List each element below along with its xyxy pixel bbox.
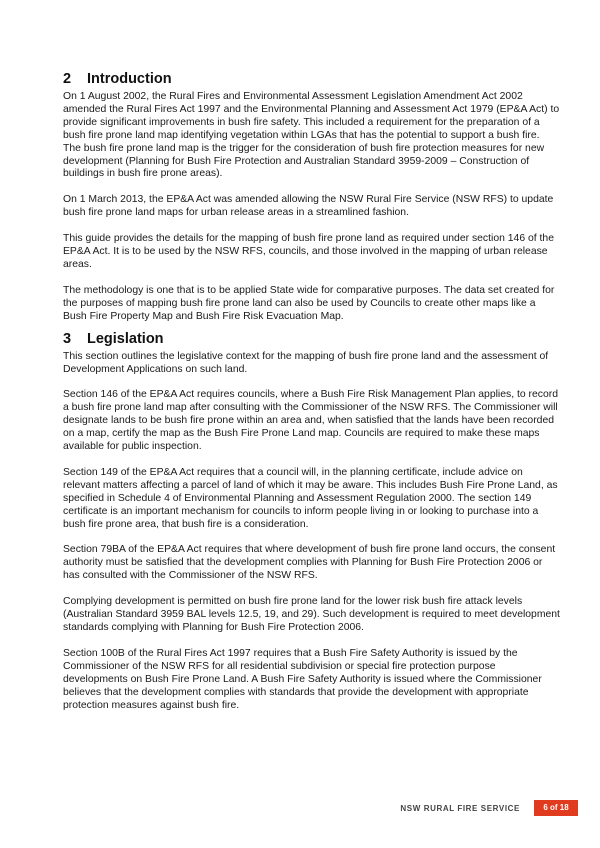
paragraph: Section 149 of the EP&A Act requires that a council will, in the planning certificate, include advice on relevant matters affecting a parcel of land of which it may be aware. This includes Bush Fire Prone Land, as specified in Schedule 4 of Environmental Planning and Assessment Regulation 2000. The section 149 certificate is an important mechanism for councils to inform people living in or looking to purchase into a bush fire prone area, that bush fire is a consideration.: [63, 466, 558, 530]
paragraph: Section 79BA of the EP&A Act requires that where development of bush fire prone land occurs, the consent authority must be satisfied that the development complies with Planning for Bush Fire Protection 2006 or has consulted with the Commissioner of the NSW RFS.: [63, 544, 556, 582]
section-number: 2: [63, 71, 72, 87]
section-title: Legislation: [87, 330, 164, 347]
paragraph: On 1 March 2013, the EP&A Act was amended allowing the NSW Rural Fire Service (NSW RFS) to update bush fire prone land maps for urban release areas in a streamlined fashion.: [63, 194, 554, 219]
section-heading-introduction: [63, 70, 560, 88]
paragraph: Section 146 of the EP&A Act requires councils, where a Bush Fire Risk Management Plan applies, to record a bush fire prone land map after consulting with the Commissioner of the NSW RFS. The Commissioner will designate lands to be bush fire prone within an area and, when satisfied that the lands have been recorded on a map, certify the map as the Bush Fire Prone Land map. Councils are required to make these maps available for public inspection.: [63, 389, 558, 453]
document-body: [63, 70, 560, 725]
paragraph: This guide provides the details for the mapping of bush fire prone land as required under section 146 of the EP&A Act. It is to be used by the NSW RFS, councils, and those involved in the mapping of urban release areas.: [63, 233, 554, 270]
footer-organisation: NSW RURAL FIRE SERVICE: [400, 804, 520, 813]
page-footer: [0, 800, 600, 818]
section-title: Introduction: [87, 71, 172, 87]
paragraph: Complying development is permitted on bush fire prone land for the lower risk bush fire attack levels (Australian Standard 3959 BAL levels 12.5, 19, and 29). Such development is required to meet development standards complying with Planning for Bush Fire Protection 2006.: [63, 596, 560, 633]
paragraph: The methodology is one that is to be applied State wide for comparative purposes. The data set created for the purposes of mapping bush fire prone land can also be used by Councils to create other maps like a Bush Fire Property Map and Bush Fire Risk Evacuation Map.: [63, 284, 555, 322]
paragraph: On 1 August 2002, the Rural Fires and Environmental Assessment Legislation Amendment Act 2002 amended the Rural Fires Act 1997 and the Environmental Planning and Assessment Act 1979 (EP&A Act) to provide significant improvements in bush fire safety. This included a requirement for the preparation of a bush fire prone land map identifying vegetation within LGAs that has the potential to support a bush fire. The bush fire prone land map is the trigger for the consideration of bush fire protection measures for new development (Planning for Bush Fire Protection and Australian Standard 3959-2009 – Construction of buildings in bush fire prone areas).: [63, 91, 560, 180]
paragraph: This section outlines the legislative context for the mapping of bush fire prone land and the assessment of Development Applications on such land.: [63, 350, 549, 375]
page-number-badge: 6 of 18: [534, 800, 578, 816]
paragraph: Section 100B of the Rural Fires Act 1997 requires that a Bush Fire Safety Authority is issued by the Commissioner of the NSW RFS for all residential subdivision or special fire protection purpose developments on Bush Fire Prone Land. A Bush Fire Safety Authority is issued where the Commissioner believes that the development complies with standards that provide the development with appropriate protection measures against bush fire.: [63, 647, 542, 711]
section-number: 3: [63, 330, 72, 347]
section-heading-legislation: [63, 330, 560, 348]
